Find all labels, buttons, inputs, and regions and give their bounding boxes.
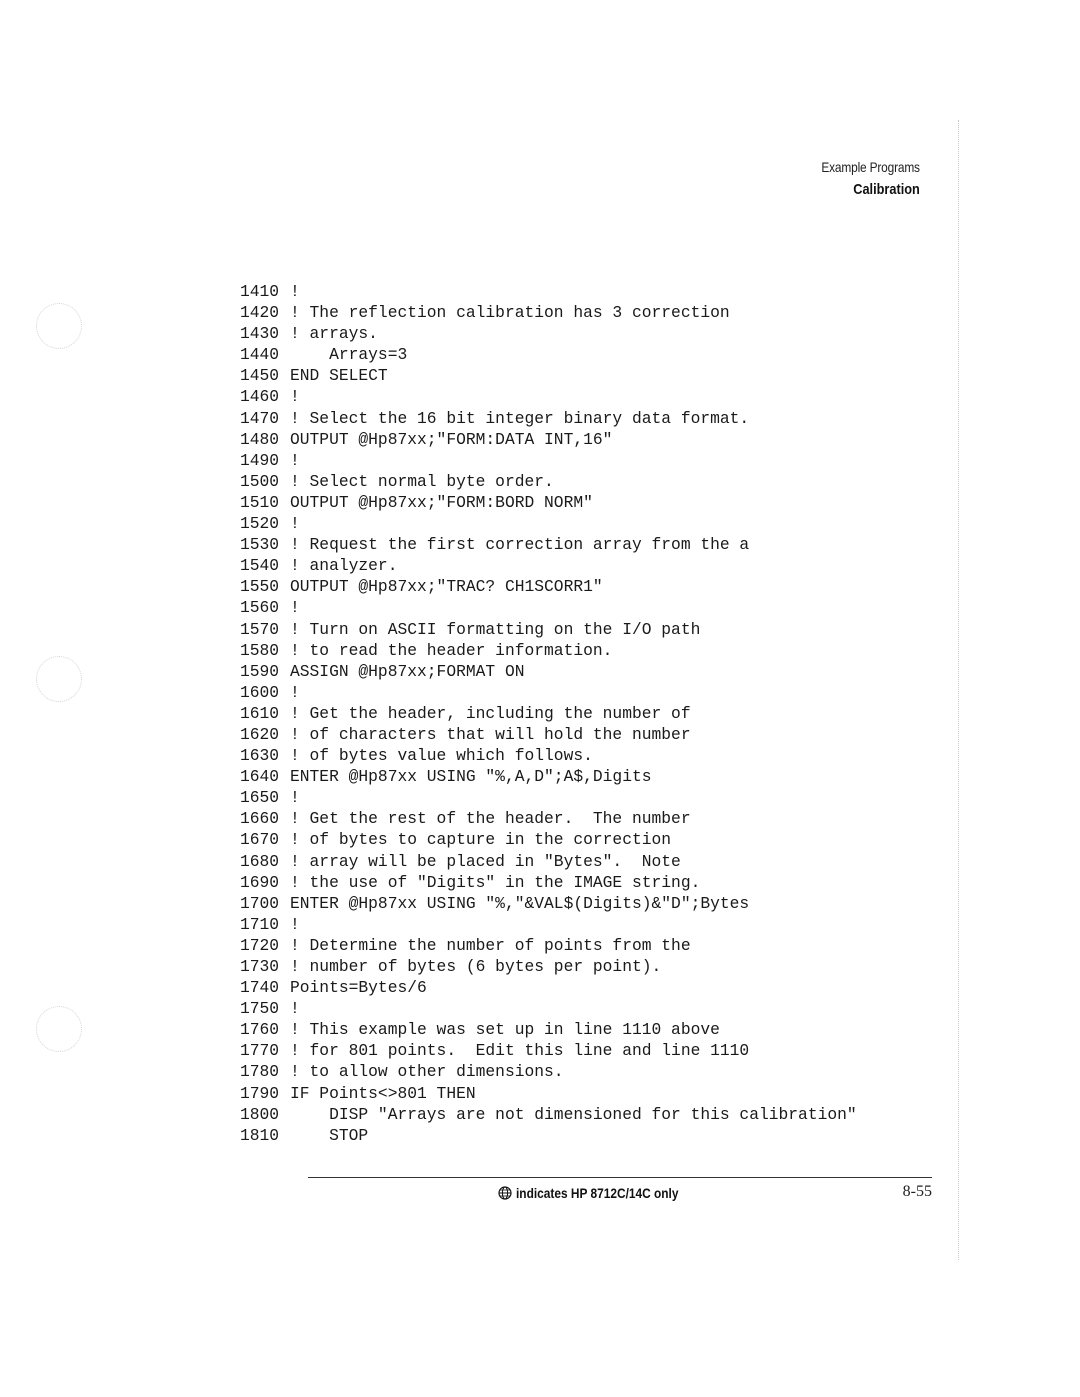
code-line [240,1040,857,1061]
code-line [240,935,857,956]
code-line [240,576,857,597]
code-line [240,808,857,829]
hp-globe-icon [498,1186,512,1200]
binder-hole [36,656,82,702]
code-line [240,1019,857,1040]
code-listing [240,281,857,1146]
line-number: 1600 [240,682,280,702]
code-line [240,323,857,344]
binder-hole [36,303,82,349]
line-text: STOP [290,1125,369,1145]
line-number: 1790 [240,1083,280,1103]
code-line [240,1083,857,1104]
line-text: ! of characters that will hold the number [290,724,691,744]
line-text: ! of bytes value which follows. [290,746,593,766]
line-number: 1460 [240,387,280,407]
line-number: 1410 [240,282,280,301]
line-number: 1640 [240,767,280,787]
line-text: ! Select normal byte order. [290,471,554,491]
line-text: ! [290,514,300,534]
code-line [240,281,857,302]
code-line [240,429,857,450]
line-number: 1770 [240,1041,280,1061]
line-text: ! The reflection calibration has 3 correction [290,303,730,323]
code-line [240,977,857,998]
line-number: 1470 [240,408,280,428]
code-line [240,914,857,935]
line-number: 1650 [240,788,280,808]
line-number: 1490 [240,450,280,470]
footer-divider [308,1177,932,1178]
line-number: 1480 [240,429,280,449]
line-text: ! of bytes to capture in the correction [290,830,672,850]
line-number: 1780 [240,1062,280,1082]
line-number: 1580 [240,640,280,660]
line-number: 1540 [240,556,280,576]
line-text: OUTPUT @Hp87xx;"TRAC? CH1SCORR1" [290,577,603,597]
line-number: 1810 [240,1125,280,1145]
line-text: ! Get the rest of the header. The number [290,809,691,829]
line-text: ! Select the 16 bit integer binary data format. [290,408,750,428]
subsection-title: Calibration [853,181,920,198]
line-number: 1570 [240,619,280,639]
page-number: 8-55 [902,1183,932,1200]
line-number: 1750 [240,999,280,1019]
section-title: Example Programs [821,159,920,175]
code-line [240,492,857,513]
code-line [240,302,857,323]
code-line [240,998,857,1019]
code-line [240,893,857,914]
line-number: 1530 [240,535,280,555]
code-line [240,872,857,893]
code-line [240,450,857,471]
binder-hole [36,1006,82,1052]
line-number: 1560 [240,598,280,618]
line-number: 1670 [240,830,280,850]
line-number: 1730 [240,957,280,976]
line-text: ! [290,914,300,934]
line-text: OUTPUT @Hp87xx;"FORM:BORD NORM" [290,492,593,512]
line-text: ! to read the header information. [290,640,613,660]
line-text: ! [290,387,300,407]
code-line [240,365,857,386]
line-number: 1430 [240,324,280,344]
line-text: ! arrays. [290,324,378,344]
line-text: ! This example was set up in line 1110 above [290,1020,720,1040]
line-text: ! Determine the number of points from the [290,935,691,955]
line-number: 1660 [240,809,280,829]
line-number: 1630 [240,746,280,766]
code-line [240,513,857,534]
line-number: 1680 [240,851,280,871]
line-text: ! [290,450,300,470]
code-line [240,661,857,682]
line-number: 1590 [240,661,280,681]
code-line [240,597,857,618]
line-number: 1510 [240,492,280,512]
line-text: ! [290,788,300,808]
code-line [240,829,857,850]
line-text: ! analyzer. [290,556,398,576]
code-line [240,1061,857,1082]
line-text: ! Request the first correction array from the a [290,535,750,555]
code-line [240,640,857,661]
line-number: 1620 [240,724,280,744]
line-text: ! [290,999,300,1019]
line-number: 1520 [240,514,280,534]
line-number: 1700 [240,893,280,913]
line-text: Arrays=3 [290,345,408,365]
code-line [240,1125,857,1146]
line-number: 1500 [240,471,280,491]
line-text: ASSIGN @Hp87xx;FORMAT ON [290,661,525,681]
line-text: ! [290,598,300,618]
code-line [240,555,857,576]
margin-rule [958,120,959,1260]
footer-note [498,1185,707,1201]
line-text: ! to allow other dimensions. [290,1062,564,1082]
code-line [240,408,857,429]
code-line [240,534,857,555]
footer-note-text: indicates HP 8712C/14C only [516,1185,679,1201]
line-text: ! the use of "Digits" in the IMAGE string. [290,872,701,892]
line-text: END SELECT [290,366,388,386]
running-header [804,157,920,203]
line-text: DISP "Arrays are not dimensioned for this calibration" [290,1104,857,1124]
line-number: 1550 [240,577,280,597]
line-text: OUTPUT @Hp87xx;"FORM:DATA INT,16" [290,429,613,449]
code-line [240,956,857,977]
line-text: ! number of bytes (6 bytes per point). [290,957,662,976]
code-line [240,471,857,492]
code-line [240,1104,857,1125]
line-number: 1420 [240,303,280,323]
line-number: 1800 [240,1104,280,1124]
line-text: ENTER @Hp87xx USING "%,A,D";A$,Digits [290,767,652,787]
code-line [240,619,857,640]
code-line [240,745,857,766]
line-text: IF Points<>801 THEN [290,1083,476,1103]
line-text: ! for 801 points. Edit this line and line 1110 [290,1041,750,1061]
line-number: 1450 [240,366,280,386]
code-line [240,851,857,872]
line-number: 1740 [240,978,280,998]
line-number: 1760 [240,1020,280,1040]
code-line [240,787,857,808]
line-text: ! [290,282,300,301]
line-text: ENTER @Hp87xx USING "%,"&VAL$(Digits)&"D";Bytes [290,893,750,913]
line-text: ! Turn on ASCII formatting on the I/O path [290,619,701,639]
line-text: Points=Bytes/6 [290,978,427,998]
line-number: 1710 [240,914,280,934]
line-text: ! [290,682,300,702]
code-line [240,766,857,787]
code-line [240,724,857,745]
line-text: ! Get the header, including the number of [290,703,691,723]
code-line [240,386,857,407]
line-number: 1720 [240,935,280,955]
line-number: 1440 [240,345,280,365]
code-line [240,344,857,365]
line-text: ! array will be placed in "Bytes". Note [290,851,681,871]
line-number: 1690 [240,872,280,892]
code-line [240,682,857,703]
code-line [240,703,857,724]
line-number: 1610 [240,703,280,723]
